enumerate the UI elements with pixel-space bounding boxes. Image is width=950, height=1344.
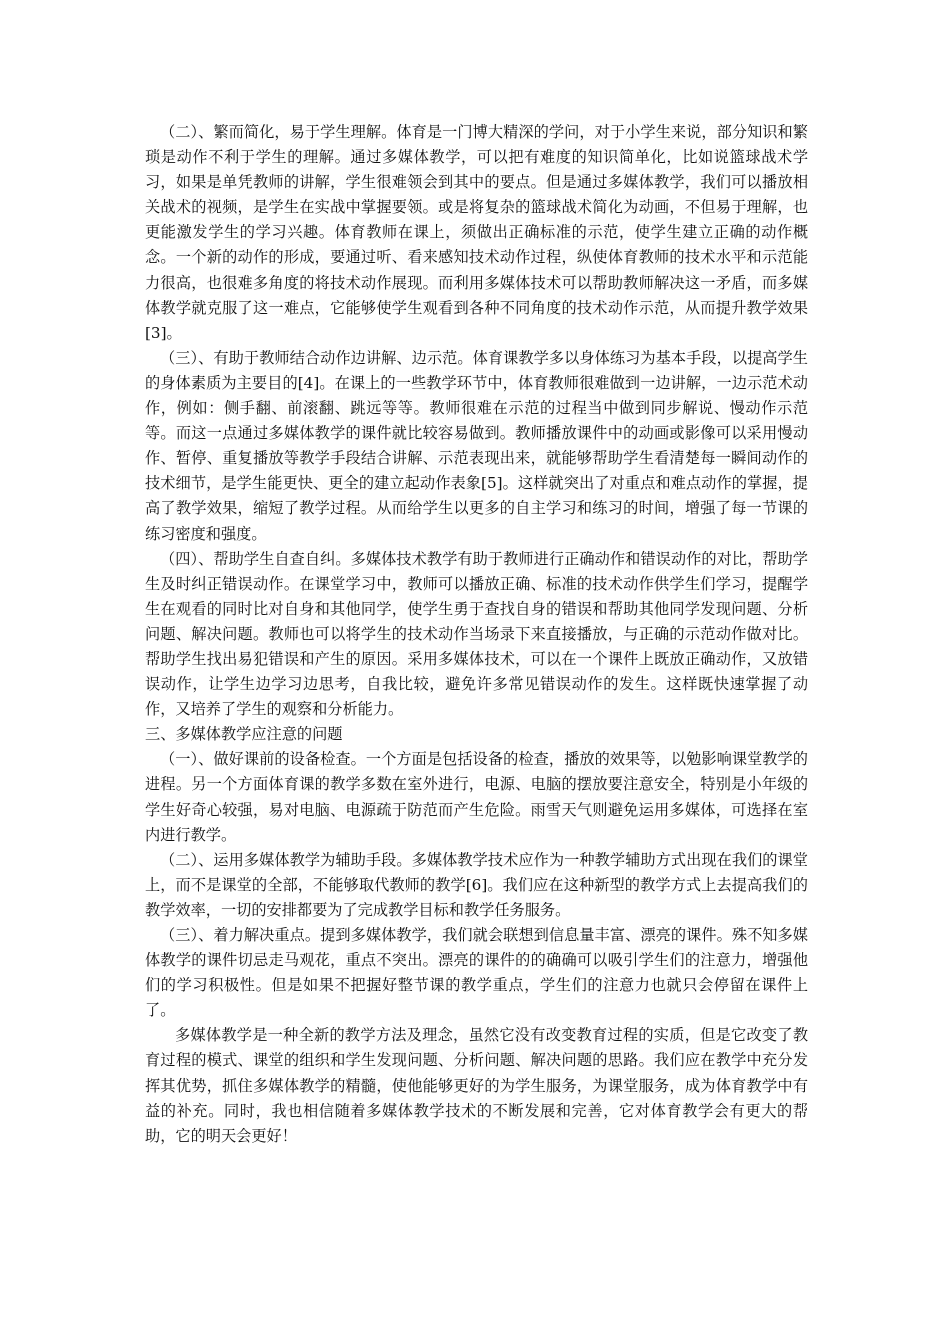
paragraph-conclusion: 多媒体教学是一种全新的教学方法及理念，虽然它没有改变教育过程的实质，但是它改变了教育过程的模式、课堂的组织和学生发现问题、分析问题、解决问题的思路。我们应在教学中充分发挥其优势，抓住多媒体教学的精髓，使他能够更好的为学生服务，为课堂服务，成为体育教学中有益的补充。同时，我也相信随着多媒体教学技术的不断发展和完善，它对体育教学会有更大的帮助，它的明天会更好！ — [145, 1026, 808, 1145]
section-heading: 三、多媒体教学应注意的问题 — [145, 725, 343, 744]
paragraph-demonstration: （三）、有助于教师结合动作边讲解、边示范。体育课教学多以身体练习为基本手段，以提高学生的身体素质为主要目的[4]。在课上的一些教学环节中，体育教师很难做到一边讲解，一边示范术动作，例如：侧手翻、前滚翻、跳远等等。教师很难在示范的过程当中做到同步解说、慢动作示范等。而这一点通过多媒体教学的课件就比较容易做到。教师播放课件中的动画或影像可以采用慢动作、暂停、重复播放等教学手段结合讲解、示范表现出来，就能够帮助学生看清楚每一瞬间动作的技术细节，是学生能更快、更全的建立起动作表象[5]。这样就突出了对重点和难点动作的掌握，提高了教学效果，缩短了教学过程。从而给学生以更多的自主学习和练习的时间，增强了每一节课的练习密度和强度。 — [145, 348, 808, 543]
paragraph-self-correction: （四）、帮助学生自查自纠。多媒体技术教学有助于教师进行正确动作和错误动作的对比，帮助学生及时纠正错误动作。在课堂学习中，教师可以播放正确、标准的技术动作供学生们学习，提醒学生在观看的同时比对自身和其他同学，使学生勇于查找自身的错误和帮助其他同学发现问题、分析问题、解决问题。教师也可以将学生的技术动作当场录下来直接播放，与正确的示范动作做对比。帮助学生找出易犯错误和产生的原因。采用多媒体技术，可以在一个课件上既放正确动作，又放错误动作，让学生边学习边思考，自我比较，避免许多常见错误动作的发生。这样既快速掌握了动作，又培养了学生的观察和分析能力。 — [145, 549, 808, 719]
document-body — [145, 120, 808, 1149]
paragraph-simplify: （二）、繁而简化，易于学生理解。体育是一门博大精深的学问，对于小学生来说，部分知识和繁琐是动作不利于学生的理解。通过多媒体教学，可以把有难度的知识简单化，比如说篮球战术学习，如果是单凭教师的讲解，学生很难领会到其中的要点。但是通过多媒体教学，我们可以播放相关战术的视频，是学生在实战中掌握要领。或是将复杂的篮球战术简化为动画，不但易于理解，也更能激发学生的学习兴趣。体育教师在课上，须做出正确标准的示范，使学生建立正确的动作概念。一个新的动作的形成，要通过听、看来感知技术动作过程，纵使体育教师的技术水平和示范能力很高，也很难多角度的将技术动作展现。而利用多媒体技术可以帮助教师解决这一矛盾，而多媒体教学就克服了这一难点，它能够使学生观看到各种不同角度的技术动作示范，从而提升教学效果[3]。 — [145, 123, 808, 342]
paragraph-auxiliary-means: （二）、运用多媒体教学为辅助手段。多媒体教学技术应作为一种教学辅助方式出现在我们的课堂上，而不是课堂的全部，不能够取代教师的教学[6]。我们应在这种新型的教学方式上去提高我们的教学效率，一切的安排都要为了完成教学目标和教学任务服务。 — [145, 850, 808, 919]
paragraph-key-points: （三）、着力解决重点。提到多媒体教学，我们就会联想到信息量丰富、漂亮的课件。殊不知多媒体教学的课件切忌走马观花，重点不突出。漂亮的课件的的确确可以吸引学生们的注意力，增强他们的学习积极性。但是如果不把握好整节课的教学重点，学生们的注意力也就只会停留在课件上了。 — [145, 926, 808, 1020]
paragraph-equipment-check: （一）、做好课前的设备检查。一个方面是包括设备的检查，播放的效果等，以勉影响课堂教学的进程。另一个方面体育课的教学多数在室外进行，电源、电脑的摆放要注意安全，特别是小年级的学生好奇心较强，易对电脑、电源疏于防范而产生危险。雨雪天气则避免运用多媒体，可选择在室内进行教学。 — [145, 750, 808, 844]
